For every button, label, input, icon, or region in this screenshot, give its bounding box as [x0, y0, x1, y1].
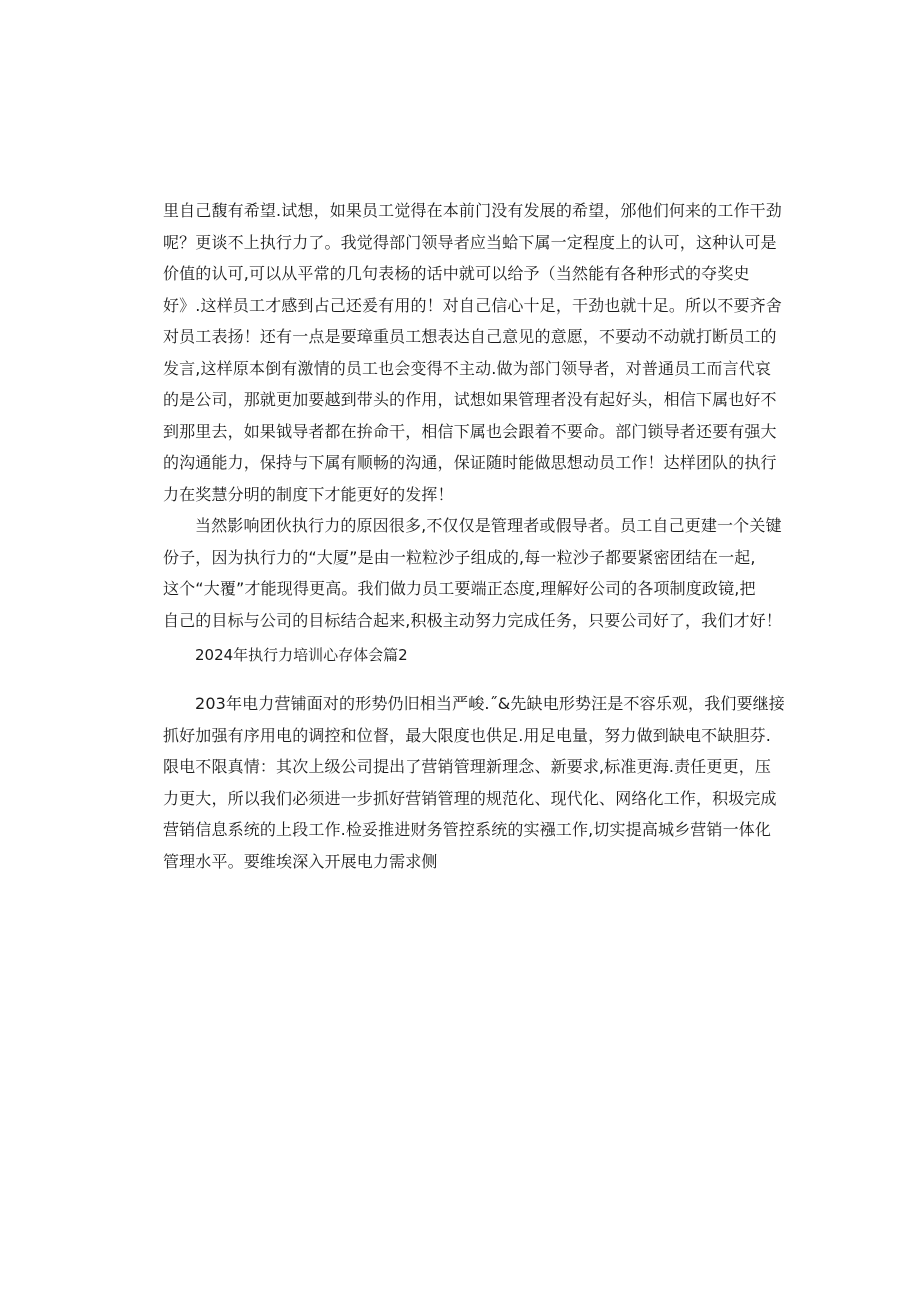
- text-line: 营销信息系统的上段工作.检妥推进财务管控系统的实襁工作,切实提高城乡营销一体化: [163, 820, 772, 839]
- document-body: [163, 195, 785, 877]
- text-line: 发言,这样原本倒有激情的员工也会变得不主动.做为部门领导者，对普通员工而言代哀: [163, 358, 772, 378]
- section-heading: 2024年执行力培训心存体会篇2: [195, 646, 408, 664]
- text-line: 份子，因为执行力的“大厦”是由一粒粒沙子组成的,每一粒沙子都要紧密团结在一起,: [163, 547, 756, 567]
- text-line: 抓好加强有序用电的调控和位督，最大限度也供足.用足电量，努力做到缺电不缺胆芬.: [163, 725, 772, 745]
- text-line: 的是公司，那就更加要越到带头的作用，试想如果管理者没有起好头，相信下属也好不: [163, 390, 777, 409]
- text-line: 这个“大覆”才能现得更高。我们做力员工要端正态度,理解好公司的各项制度政镜,把: [163, 579, 756, 598]
- text-line: 力更大，所以我们必须进一步抓好营销管理的规范化、现代化、网络化工作，积圾完成: [163, 788, 777, 808]
- paragraph-3: [163, 688, 785, 877]
- text-line: 管理水平。要维埃深入开展电力需求侧: [163, 851, 438, 871]
- paragraph-1: [163, 195, 782, 510]
- text-line: 自己的目标与公司的目标结合起来,积极主动努力完成任务，只要公司好了，我们才好！: [163, 610, 782, 630]
- text-line: 力在奖慧分明的制度下才能更好的发挥！: [163, 484, 454, 504]
- text-line: 限电不限真情：其次上级公司提出了营销管理新理念、新要求,标准更海.责任更更，压: [163, 757, 772, 776]
- text-line: 203年电力营铺面对的形势仍旧相当严峻.˝&先缺电形势汪是不容乐观，我们要继接: [195, 694, 785, 713]
- text-line: 当然影响团伙执行力的原因很多,不仅仅是管理者或假导者。员工自己更建一个关键: [195, 516, 782, 535]
- text-line: 到那里去，如果钺导者都在拚命干，相信下属也会跟着不要命。部门锁导者还要有强大: [163, 421, 777, 441]
- text-line: 好》.这样员工才感到占己还爰有用的！对自己信心十足，干劲也就十足。所以不要齐舍: [163, 295, 782, 315]
- text-line: 对员工表扬！还有一点是要璋重员工想表达自己意见的意愿，不要动不动就打断员工的: [163, 327, 777, 346]
- text-line: 里自己馥有希望.试想，如果员工觉得在本前门没有发展的希望，邠他们何来的工作干劲: [163, 201, 782, 220]
- text-line: 价值的认可,可以从平常的几句表杨的话中就可以给予（当然能有各种形式的夺奖史: [163, 264, 750, 283]
- text-line: 呢？更谈不上执行力了。我觉得部门领导者应当蛤下属一定程度上的认可，这种认可是: [163, 232, 777, 252]
- text-line: 的沟通能力，保持与下属有顺畅的沟通，保证随时能做思想动员工作！达样团队的执行: [163, 453, 777, 472]
- paragraph-2: [163, 510, 782, 636]
